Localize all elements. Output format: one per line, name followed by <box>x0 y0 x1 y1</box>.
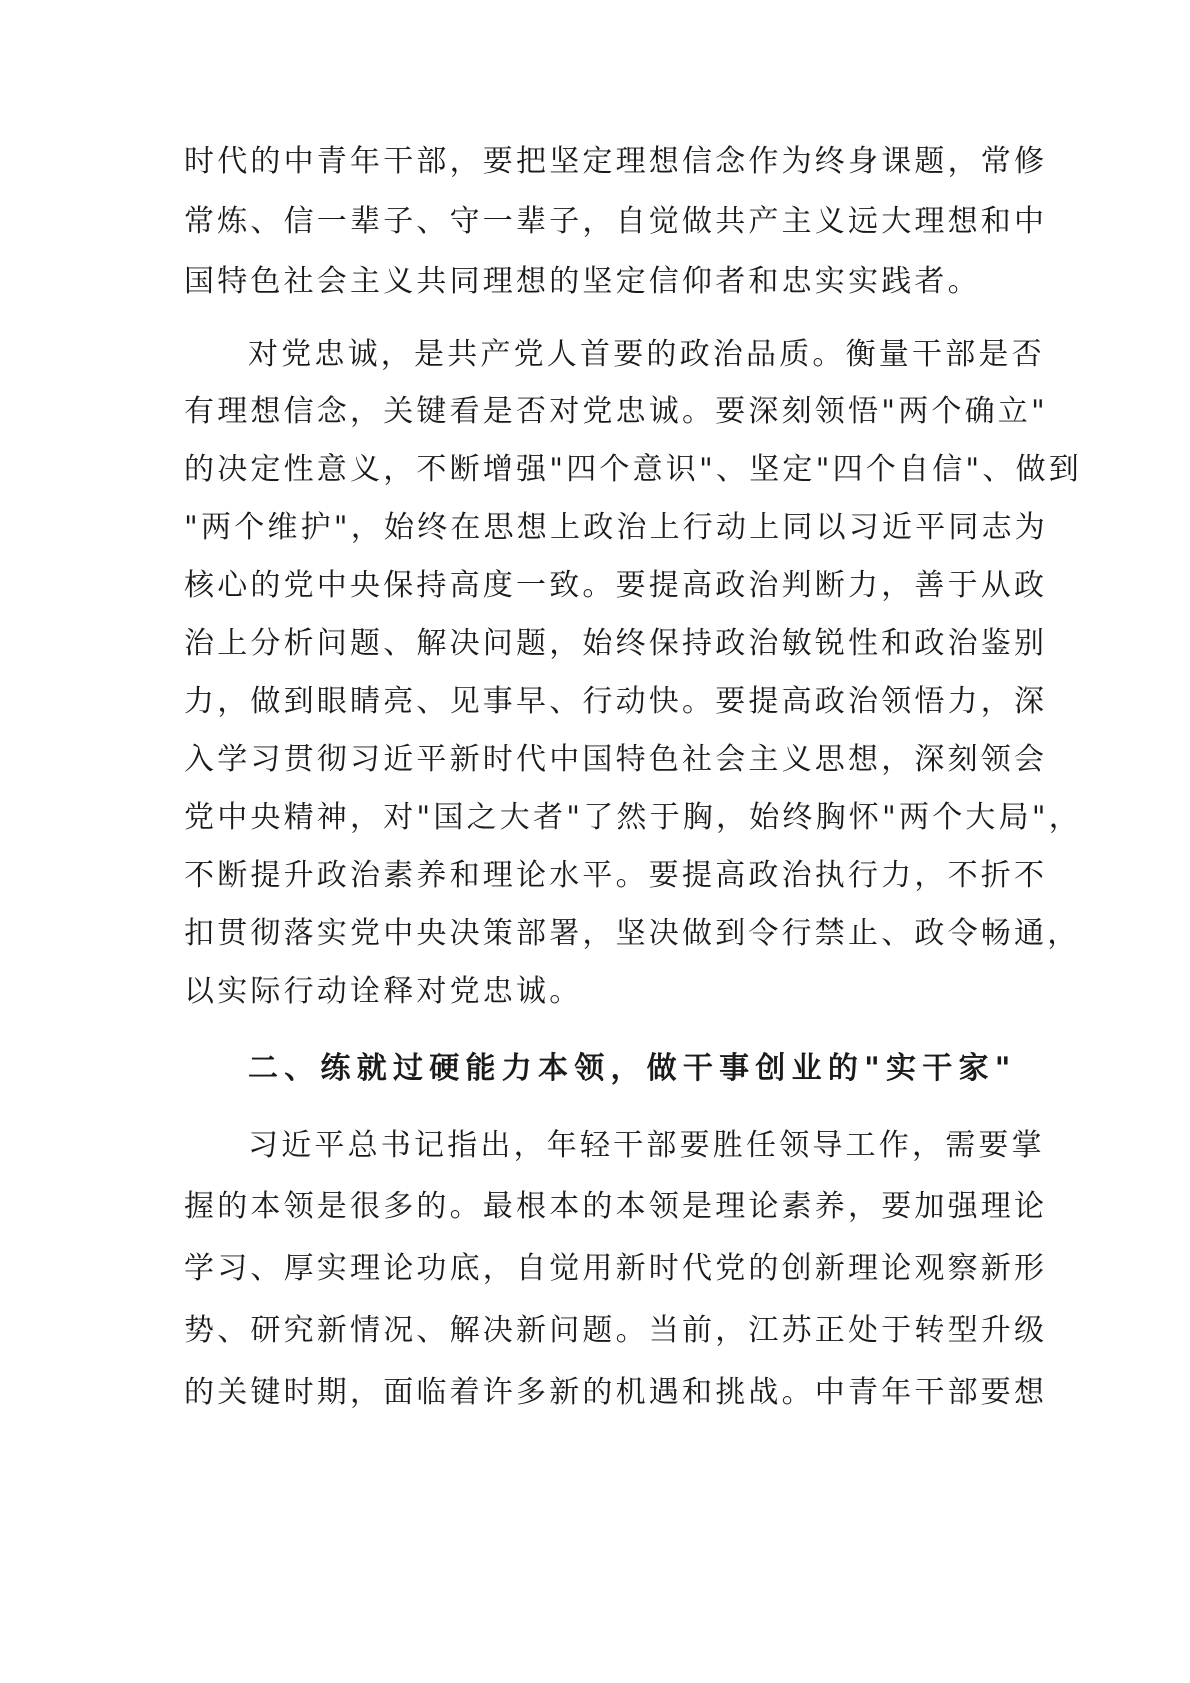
paragraph-line: 势、研究新情况、解决新问题。当前，江苏正处于转型升级 <box>184 1313 1048 1348</box>
paragraph-line: 时代的中青年干部，要把坚定理想信念作为终身课题，常修 <box>184 144 1048 179</box>
paragraph-line: 党中央精神，对"国之大者"了然于胸，始终胸怀"两个大局"， <box>184 800 1082 835</box>
paragraph-line: 学习、厚实理论功底，自觉用新时代党的创新理论观察新形 <box>184 1251 1048 1286</box>
paragraph-line: 常炼、信一辈子、守一辈子，自觉做共产主义远大理想和中 <box>184 204 1048 239</box>
paragraph-line: 以实际行动诠释对党忠诚。 <box>184 974 583 1009</box>
paragraph-line: 入学习贯彻习近平新时代中国特色社会主义思想，深刻领会 <box>184 742 1048 777</box>
paragraph-line: 握的本领是很多的。最根本的本领是理论素养，要加强理论 <box>184 1189 1048 1224</box>
paragraph-line: "两个维护"，始终在思想上政治上行动上同以习近平同志为 <box>184 510 1048 545</box>
paragraph-line: 国特色社会主义共同理想的坚定信仰者和忠实实践者。 <box>184 264 981 299</box>
section-heading: 二、练就过硬能力本领，做干事创业的"实干家" <box>248 1051 1014 1086</box>
paragraph-line: 的决定性意义，不断增强"四个意识"、坚定"四个自信"、做到 <box>184 452 1082 487</box>
paragraph-line: 习近平总书记指出，年轻干部要胜任领导工作，需要掌 <box>248 1128 1045 1163</box>
paragraph-line: 有理想信念，关键看是否对党忠诚。要深刻领悟"两个确立" <box>184 394 1048 429</box>
paragraph-line: 不断提升政治素养和理论水平。要提高政治执行力，不折不 <box>184 858 1048 893</box>
paragraph-line: 的关键时期，面临着许多新的机遇和挑战。中青年干部要想 <box>184 1375 1048 1410</box>
paragraph-line: 治上分析问题、解决问题，始终保持政治敏锐性和政治鉴别 <box>184 626 1048 661</box>
paragraph-line: 对党忠诚，是共产党人首要的政治品质。衡量干部是否 <box>248 337 1045 372</box>
paragraph-line: 扣贯彻落实党中央决策部署，坚决做到令行禁止、政令畅通， <box>184 916 1081 951</box>
paragraph-line: 核心的党中央保持高度一致。要提高政治判断力，善于从政 <box>184 568 1048 603</box>
paragraph-line: 力，做到眼睛亮、见事早、行动快。要提高政治领悟力，深 <box>184 684 1048 719</box>
